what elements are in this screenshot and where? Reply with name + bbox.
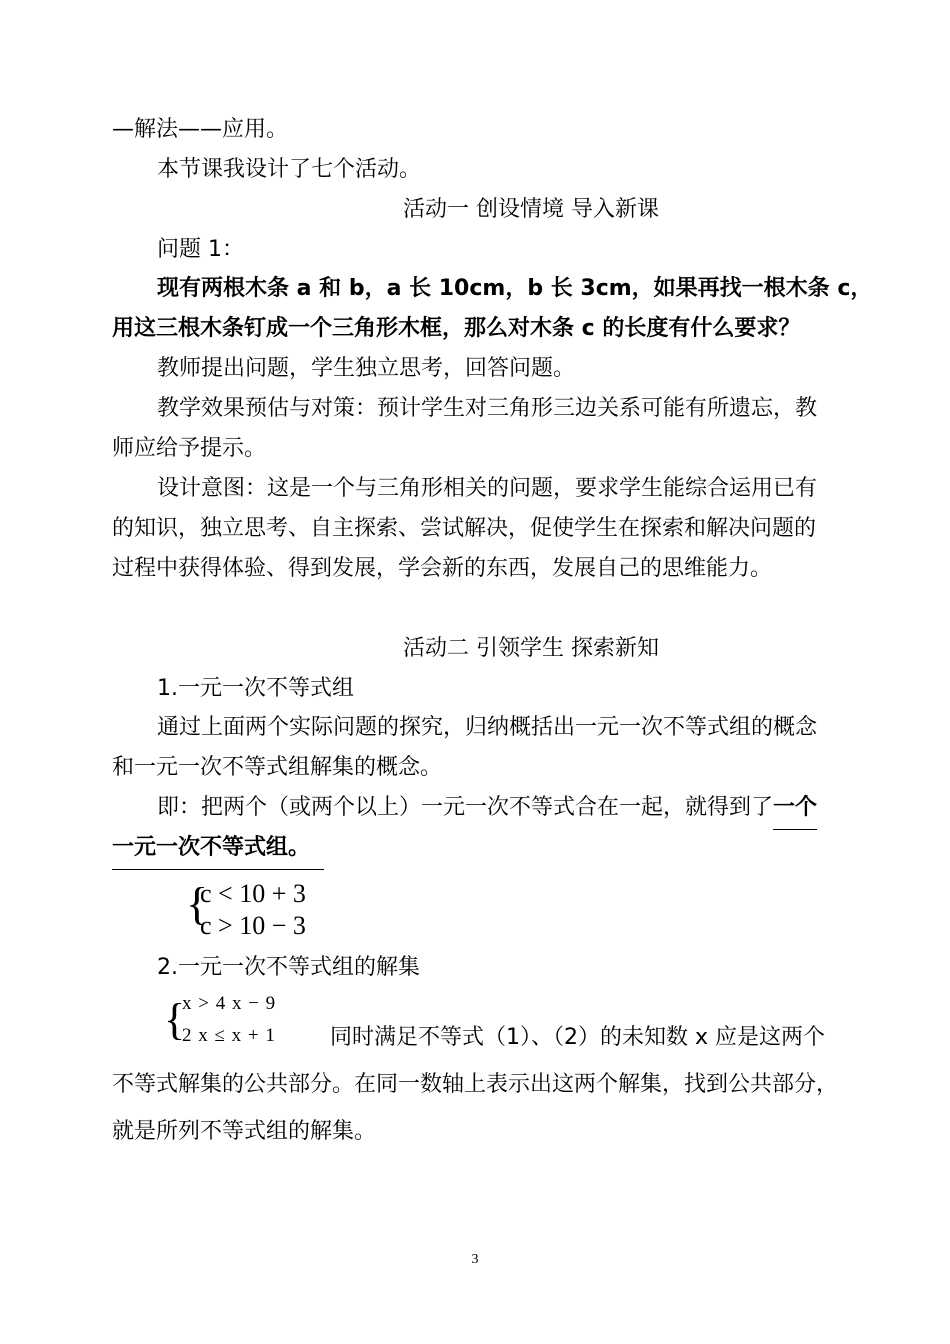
text-plain: 。	[288, 835, 311, 860]
page-number: 3	[471, 1252, 479, 1267]
text-line: 过程中获得体验、得到发展，学会新的东西，发展自己的思维能力。	[112, 556, 773, 581]
problem-text: 现有两根木条 a 和 b，a 长 10cm，b 长 3cm，如果再找一根木条 c，	[157, 276, 873, 301]
text-line: 就是所列不等式组的解集。	[112, 1119, 377, 1144]
subsection-heading: 2.一元一次不等式组的解集	[157, 955, 420, 980]
section-heading: 活动一 创设情境 导入新课	[403, 197, 659, 222]
emphasis-underlined	[112, 833, 324, 870]
brace-icon: {	[186, 878, 209, 929]
inequality-row: c < 10 + 3	[200, 879, 306, 908]
text-line: 教学效果预估与对策：预计学生对三角形三边关系可能有所遗忘，教	[157, 396, 818, 421]
text-line: 本节课我设计了七个活动。	[157, 157, 422, 182]
text-line: 通过上面两个实际问题的探究，归纳概括出一元一次不等式组的概念	[157, 715, 818, 740]
text-line: 问题 1：	[157, 237, 244, 262]
section-heading: 活动二 引领学生 探索新知	[403, 636, 659, 661]
text-line: 设计意图：这是一个与三角形相关的问题，要求学生能综合运用已有	[157, 476, 818, 501]
inequality-row: 2 x ≤ x + 1	[182, 1025, 276, 1046]
text-line: —解法——应用。	[112, 117, 289, 142]
inequality-row: c > 10 − 3	[200, 911, 306, 940]
text-line: 同时满足不等式（1）、（2）的未知数 x 应是这两个	[330, 1025, 826, 1050]
text-line	[157, 793, 838, 830]
emphasis-bold: 一元一次不等式组	[112, 835, 289, 860]
subsection-heading: 1.一元一次不等式组	[157, 676, 354, 701]
text-line: 教师提出问题，学生独立思考，回答问题。	[157, 356, 576, 381]
inequality-row: x > 4 x − 9	[182, 993, 277, 1014]
emphasis-underlined: 一个	[773, 793, 817, 830]
text-line: 和一元一次不等式组解集的概念。	[112, 755, 443, 780]
text-line: 不等式解集的公共部分。在同一数轴上表示出这两个解集，找到公共部分，	[112, 1072, 839, 1097]
brace-icon: {	[164, 995, 186, 1044]
problem-text: 用这三根木条钉成一个三角形木框，那么对木条 c 的长度有什么要求？	[112, 316, 801, 341]
text-line: 师应给予提示。	[112, 436, 267, 461]
text-line: 的知识，独立思考、自主探索、尝试解决，促使学生在探索和解决问题的	[112, 516, 817, 541]
text-plain: 即：把两个（或两个以上）一元一次不等式合在一起，就得到了	[157, 795, 774, 820]
text-line	[112, 833, 838, 870]
